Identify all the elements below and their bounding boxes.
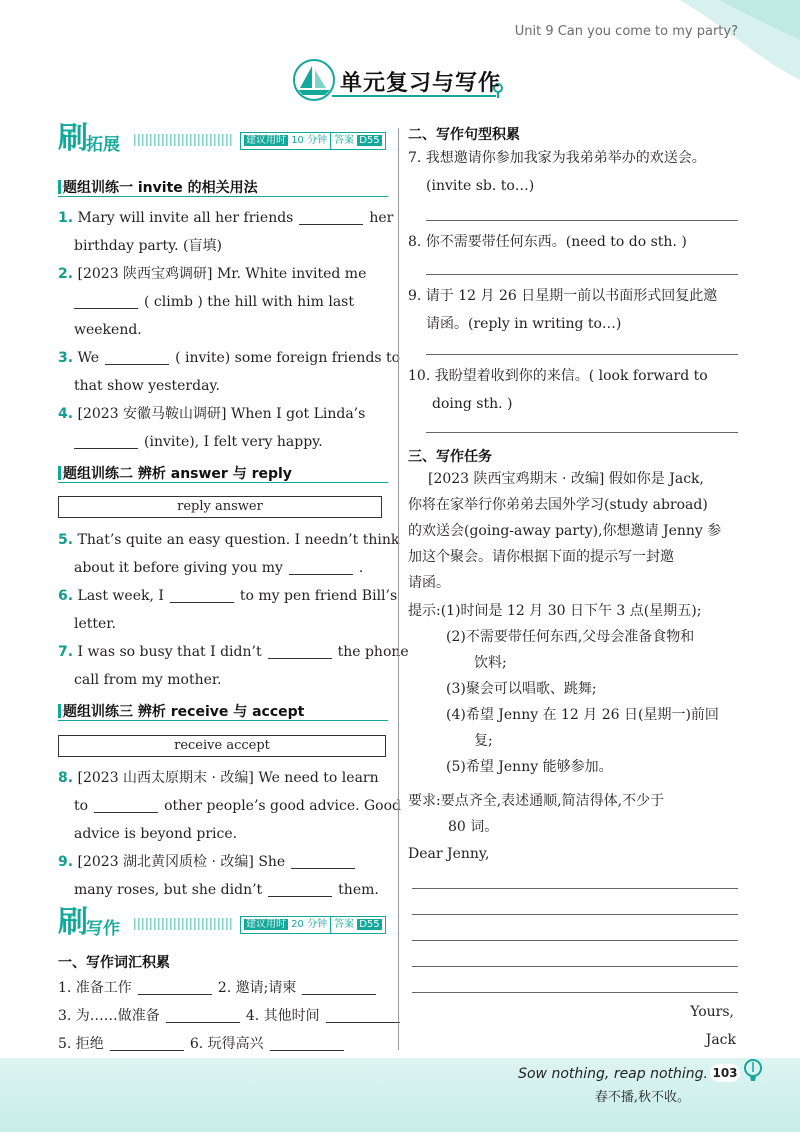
group1-underline <box>58 196 388 197</box>
answer-line[interactable] <box>426 354 738 355</box>
answer-tag: 答案 D55 <box>330 916 386 934</box>
question-8: 8. [2023 山西太原期末 · 改编] We need to learn to other people’s good advice. Good advice is beyond price. <box>58 770 402 842</box>
question-7: 7. I was so busy that I didn’t the phone call from my mother. <box>58 644 409 688</box>
section-write-big: 刷 <box>58 905 88 940</box>
stripe-decoration <box>134 134 234 146</box>
vocab-heading: 一、写作词汇积累 <box>58 955 170 971</box>
question-6: 6. Last week, I to my pen friend Bill’s letter. <box>58 588 398 632</box>
page-number: 103 <box>710 1064 740 1082</box>
group2-underline <box>58 482 388 483</box>
header-decoration <box>560 0 800 90</box>
sentence-9: 9. 请于 12 月 26 日星期一前以书面形式回复此邀 请函。(reply in writing to…) <box>408 288 718 332</box>
letter-signature: Jack <box>705 1032 736 1048</box>
time-tag: 建议用时 20 分钟 <box>240 916 331 934</box>
stripe-decoration <box>134 918 234 930</box>
letter-line[interactable] <box>412 940 738 941</box>
letter-line[interactable] <box>412 966 738 967</box>
group3-underline <box>58 720 388 721</box>
unit-header-title: Unit 9 Can you come to my party? <box>514 24 738 39</box>
section-write-title: 写作 <box>86 919 120 939</box>
task-prompt: [2023 陕西宝鸡期末 · 改编] 假如你是 Jack, 你将在家举行你弟弟去国外学习(study abroad) 的欢送会(going-away party),你想邀请 Jenny 参 加这个聚会。请你根据下面的提示写一封邀 请函。 <box>408 471 722 591</box>
question-2: 2. [2023 陕西宝鸡调研] Mr. White invited me ( climb ) the hill with him last weekend. <box>58 266 367 338</box>
group1-heading: 题组训练一 invite 的相关用法 <box>58 177 258 197</box>
section-expand-title: 拓展 <box>86 135 120 155</box>
lightbulb-icon <box>742 1058 764 1084</box>
letter-salutation: Dear Jenny, <box>408 846 490 862</box>
letter-line[interactable] <box>412 888 738 889</box>
answer-line[interactable] <box>426 432 738 433</box>
sentence-7: 7. 我想邀请你参加我家为我弟弟举办的欢送会。 (invite sb. to…) <box>408 150 706 194</box>
group3-heading: 题组训练三 辨析 receive 与 accept <box>58 701 304 721</box>
answer-line[interactable] <box>426 220 738 221</box>
vocab-row-2: 3. 为……做准备 4. 其他时间 <box>58 1002 406 1030</box>
unit-title-banner <box>292 58 508 102</box>
letter-line[interactable] <box>412 992 738 993</box>
sentence-8: 8. 你不需要带任何东西。(need to do sth. ) <box>408 234 687 250</box>
letter-closing: Yours, <box>690 1004 734 1020</box>
word-box-answer-reply: reply answer <box>58 496 382 518</box>
question-1: 1. Mary will invite all her friends her birthday party. (盲填) <box>58 210 394 254</box>
column-divider <box>398 128 399 1050</box>
task-requirements: 要求:要点齐全,表述通顺,简洁得体,不少于 80 词。 <box>408 793 665 835</box>
footer-motto: Sow nothing, reap nothing. <box>518 1066 708 1082</box>
answer-tag: 答案 D55 <box>330 132 386 150</box>
section-write-banner <box>58 905 388 940</box>
question-5: 5. That’s quite an easy question. I needn’t think about it before giving you my . <box>58 532 400 576</box>
vocab-row-3: 5. 拒绝 6. 玩得高兴 <box>58 1030 350 1058</box>
section-expand-banner <box>58 121 388 156</box>
time-tag: 建议用时 10 分钟 <box>240 132 331 150</box>
group2-heading: 题组训练二 辨析 answer 与 reply <box>58 463 292 483</box>
question-4: 4. [2023 安徽马鞍山调研] When I got Linda’s (invite), I felt very happy. <box>58 406 366 450</box>
section-expand-big: 刷 <box>58 121 88 156</box>
task-heading: 三、写作任务 <box>408 449 492 465</box>
answer-line[interactable] <box>426 274 738 275</box>
question-3: 3. We ( invite) some foreign friends to that show yesterday. <box>58 350 401 394</box>
unit-title: 单元复习与写作 <box>340 71 502 96</box>
word-box-receive-accept: receive accept <box>58 735 386 757</box>
footer-motto-chinese: 春不播,秋不收。 <box>594 1090 690 1105</box>
letter-line[interactable] <box>412 914 738 915</box>
question-9: 9. [2023 湖北黄冈质检 · 改编] She many roses, but she didn’t them. <box>58 854 379 898</box>
vocab-row-1: 1. 准备工作 2. 邀请;请柬 <box>58 974 382 1002</box>
sentences-heading: 二、写作句型积累 <box>408 127 520 143</box>
sentence-10: 10. 我盼望着收到你的来信。( look forward to doing sth. ) <box>408 368 708 412</box>
task-hints: 提示:(1)时间是 12 月 30 日下午 3 点(星期五); (2)不需要带任何东西,父母会准备食物和 饮料; (3)聚会可以唱歌、跳舞; (4)希望 Jenny 在 12 月 26 日(星期一)前回 复; (5)希望 Jenny 能够参加。 <box>408 603 719 775</box>
